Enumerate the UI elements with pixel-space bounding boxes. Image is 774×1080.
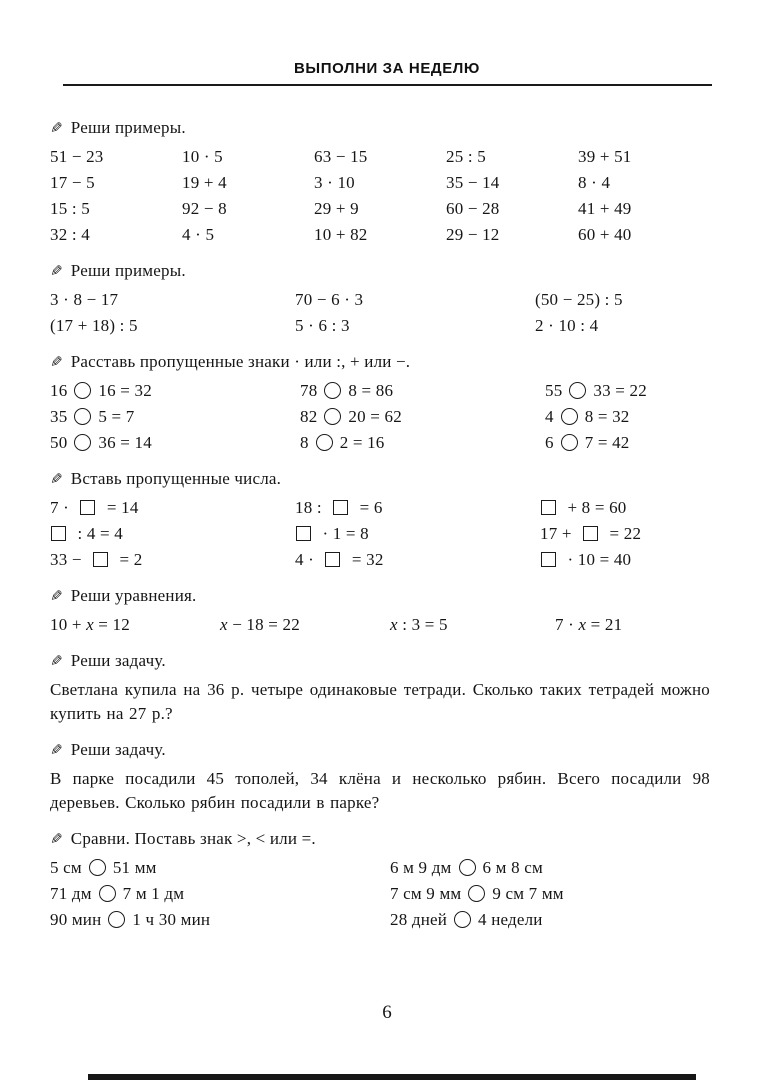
comparison-sign-slot[interactable]: [459, 859, 476, 876]
missing-number-slot[interactable]: [541, 500, 556, 515]
equation-right: 7 = 42: [584, 433, 630, 452]
missing-number-equation: [295, 548, 540, 572]
comparison: [390, 856, 710, 880]
section-missing-signs: [50, 350, 710, 455]
missing-sign-slot[interactable]: [569, 382, 586, 399]
section-title-text: Реши задачу.: [70, 651, 166, 670]
missing-sign-slot[interactable]: [74, 408, 91, 425]
equation: [50, 613, 220, 637]
comparison-right: 6 м 8 см: [482, 858, 543, 877]
equation-part: + 8 = 60: [563, 498, 627, 517]
problem-text: В парке посадили 45 тополей, 34 клёна и несколько рябин. Всего посадили 98 деревьев. Сколько рябин посадили в парке?: [50, 769, 710, 812]
section-title-text: Реши примеры.: [70, 118, 186, 137]
math-expression: 60 + 40: [578, 225, 632, 244]
section-word-problem-1: [50, 649, 710, 726]
equation-left: 35: [50, 407, 68, 426]
equation-part: 17 +: [540, 524, 577, 543]
comparison-left: 28 дней: [390, 910, 448, 929]
comparison-left: 71 дм: [50, 884, 92, 903]
missing-sign-slot[interactable]: [74, 434, 91, 451]
equation-part: · 10 = 40: [563, 550, 632, 569]
section-title-text: Расставь пропущенные знаки · или :, + или −.: [70, 352, 411, 371]
equation-part: = 2: [115, 550, 143, 569]
math-expression: 2 · 10 : 4: [535, 316, 599, 335]
equation-part: : 4 = 4: [73, 524, 123, 543]
missing-sign-slot[interactable]: [324, 382, 341, 399]
math-expression: 29 + 9: [314, 199, 359, 218]
equation: [390, 613, 555, 637]
missing-number-equation: [295, 522, 540, 546]
equation-part: − 18 = 22: [227, 615, 300, 634]
math-expression: (50 − 25) : 5: [535, 290, 623, 309]
equation-variable: x: [86, 615, 94, 634]
missing-number-equation: [50, 496, 295, 520]
missing-sign-slot[interactable]: [561, 434, 578, 451]
page-header-title: ВЫПОЛНИ ЗА НЕДЕЛЮ: [293, 60, 481, 77]
pencil-icon: ✎: [50, 652, 63, 670]
missing-sign-equation: [50, 379, 300, 403]
math-expression: 5 · 6 : 3: [295, 316, 350, 335]
missing-number-slot[interactable]: [80, 500, 95, 515]
missing-numbers-grid: [50, 496, 710, 572]
equation-right: 20 = 62: [348, 407, 402, 426]
math-expression: 10 + 82: [314, 225, 368, 244]
equation-left: 82: [300, 407, 318, 426]
math-expression: 41 + 49: [578, 199, 632, 218]
missing-number-equation: [50, 522, 295, 546]
equation: [555, 613, 710, 637]
comparison-right: 4 недели: [478, 910, 543, 929]
comparison: [50, 882, 390, 906]
missing-number-slot[interactable]: [583, 526, 598, 541]
section-solve-examples-2: [50, 259, 710, 338]
missing-sign-equation: [300, 405, 545, 429]
comparison-grid: [50, 856, 710, 932]
section-title: [50, 116, 710, 140]
comparison: [50, 856, 390, 880]
missing-number-slot[interactable]: [296, 526, 311, 541]
pencil-icon: ✎: [50, 353, 63, 371]
math-expression: 39 + 51: [578, 147, 632, 166]
missing-sign-equation: [300, 379, 545, 403]
comparison: [390, 882, 710, 906]
comparison-left: 7 см 9 мм: [390, 884, 462, 903]
missing-number-equation: [540, 496, 710, 520]
equation-variable: x: [390, 615, 398, 634]
math-expression: 25 : 5: [446, 147, 486, 166]
missing-sign-equation: [545, 431, 710, 455]
comparison: [390, 908, 710, 932]
section-title: [50, 350, 710, 374]
section-title: [50, 738, 710, 762]
missing-sign-slot[interactable]: [324, 408, 341, 425]
missing-signs-grid: [50, 379, 710, 455]
missing-sign-slot[interactable]: [74, 382, 91, 399]
comparison-sign-slot[interactable]: [108, 911, 125, 928]
equation-right: 16 = 32: [98, 381, 152, 400]
equation-left: 78: [300, 381, 318, 400]
section-missing-numbers: [50, 467, 710, 572]
section-equations: [50, 584, 710, 637]
section-word-problem-2: [50, 738, 710, 815]
missing-number-slot[interactable]: [333, 500, 348, 515]
equation-part: = 22: [605, 524, 642, 543]
pencil-icon: ✎: [50, 830, 63, 848]
pencil-icon: ✎: [50, 470, 63, 488]
section-title: [50, 584, 710, 608]
comparison-left: 6 м 9 дм: [390, 858, 452, 877]
comparison-right: 1 ч 30 мин: [132, 910, 211, 929]
section-title-text: Вставь пропущенные числа.: [70, 469, 282, 488]
math-expression: (17 + 18) : 5: [50, 316, 138, 335]
equation-left: 55: [545, 381, 563, 400]
equation-part: 7 ·: [50, 498, 74, 517]
equation-part: = 21: [586, 615, 623, 634]
equation: [220, 613, 390, 637]
comparison-sign-slot[interactable]: [454, 911, 471, 928]
missing-sign-slot[interactable]: [316, 434, 333, 451]
missing-sign-slot[interactable]: [561, 408, 578, 425]
section-title: [50, 259, 710, 283]
comparison: [50, 908, 390, 932]
equation-part: 7 ·: [555, 615, 579, 634]
equation-right: 33 = 22: [593, 381, 647, 400]
equation-right: 36 = 14: [98, 433, 152, 452]
missing-sign-equation: [545, 405, 710, 429]
pencil-icon: ✎: [50, 119, 63, 137]
math-expression: 4 · 5: [182, 225, 215, 244]
equation-right: 2 = 16: [339, 433, 385, 452]
equation-left: 16: [50, 381, 68, 400]
examples-grid: [50, 288, 710, 338]
math-expression: 19 + 4: [182, 173, 227, 192]
equation-part: = 6: [355, 498, 383, 517]
math-expression: 51 − 23: [50, 147, 104, 166]
equation-part: 10 +: [50, 615, 87, 634]
equation-part: 33 −: [50, 550, 87, 569]
pencil-icon: ✎: [50, 587, 63, 605]
missing-sign-equation: [50, 405, 300, 429]
equation-left: 8: [300, 433, 309, 452]
comparison-sign-slot[interactable]: [468, 885, 485, 902]
pencil-icon: ✎: [50, 741, 63, 759]
equation-right: 5 = 7: [98, 407, 135, 426]
math-expression: 3 · 8 − 17: [50, 290, 119, 309]
math-expression: 15 : 5: [50, 199, 90, 218]
examples-grid: [50, 145, 710, 247]
equation-part: = 12: [93, 615, 130, 634]
comparison-sign-slot[interactable]: [99, 885, 116, 902]
equation-part: = 32: [347, 550, 384, 569]
math-expression: 8 · 4: [578, 173, 611, 192]
equation-right: 8 = 86: [348, 381, 394, 400]
missing-number-equation: [540, 548, 710, 572]
problem-text: Светлана купила на 36 р. четыре одинаковые тетради. Сколько таких тетрадей можно купить на 27 р.?: [50, 680, 710, 723]
section-title-text: Реши примеры.: [70, 261, 186, 280]
page-bottom-edge: [88, 1074, 696, 1080]
missing-number-slot[interactable]: [51, 526, 66, 541]
equation-variable: x: [220, 615, 228, 634]
comparison-right: 9 см 7 мм: [492, 884, 564, 903]
section-title: [50, 467, 710, 491]
equation-part: · 1 = 8: [318, 524, 369, 543]
math-expression: 10 · 5: [182, 147, 223, 166]
pencil-icon: ✎: [50, 262, 63, 280]
missing-number-slot[interactable]: [325, 552, 340, 567]
math-expression: 70 − 6 · 3: [295, 290, 364, 309]
math-expression: 35 − 14: [446, 173, 500, 192]
section-title-text: Реши уравнения.: [70, 586, 197, 605]
math-expression: 60 − 28: [446, 199, 500, 218]
equation-left: 4: [545, 407, 554, 426]
comparison-left: 5 см: [50, 858, 82, 877]
section-title: [50, 827, 710, 851]
comparison-left: 90 мин: [50, 910, 102, 929]
equation-right: 8 = 32: [584, 407, 630, 426]
page-content: [0, 86, 774, 932]
missing-number-slot[interactable]: [541, 552, 556, 567]
equations-grid: [50, 613, 710, 637]
equation-variable: x: [578, 615, 587, 634]
equation-part: 4 ·: [295, 550, 319, 569]
page-header: [0, 0, 774, 86]
equation-left: 6: [545, 433, 554, 452]
comparison-right: 51 мм: [112, 858, 157, 877]
equation-left: 50: [50, 433, 68, 452]
missing-number-equation: [50, 548, 295, 572]
missing-sign-equation: [50, 431, 300, 455]
missing-sign-equation: [300, 431, 545, 455]
missing-sign-equation: [545, 379, 710, 403]
math-expression: 17 − 5: [50, 173, 95, 192]
math-expression: 29 − 12: [446, 225, 500, 244]
section-title-text: Реши задачу.: [70, 740, 166, 759]
section-compare: [50, 827, 710, 932]
missing-number-slot[interactable]: [93, 552, 108, 567]
math-expression: 92 − 8: [182, 199, 227, 218]
section-title-text: Сравни. Поставь знак >, < или =.: [70, 829, 316, 848]
comparison-right: 7 м 1 дм: [122, 884, 185, 903]
missing-number-equation: [540, 522, 710, 546]
section-solve-examples-1: [50, 116, 710, 247]
equation-part: : 3 = 5: [397, 615, 448, 634]
missing-number-equation: [295, 496, 540, 520]
page-number: 6: [382, 1002, 392, 1023]
math-expression: 32 : 4: [50, 225, 90, 244]
comparison-sign-slot[interactable]: [89, 859, 106, 876]
math-expression: 3 · 10: [314, 173, 355, 192]
math-expression: 63 − 15: [314, 147, 368, 166]
section-title: [50, 649, 710, 673]
equation-part: = 14: [102, 498, 139, 517]
equation-part: 18 :: [295, 498, 327, 517]
